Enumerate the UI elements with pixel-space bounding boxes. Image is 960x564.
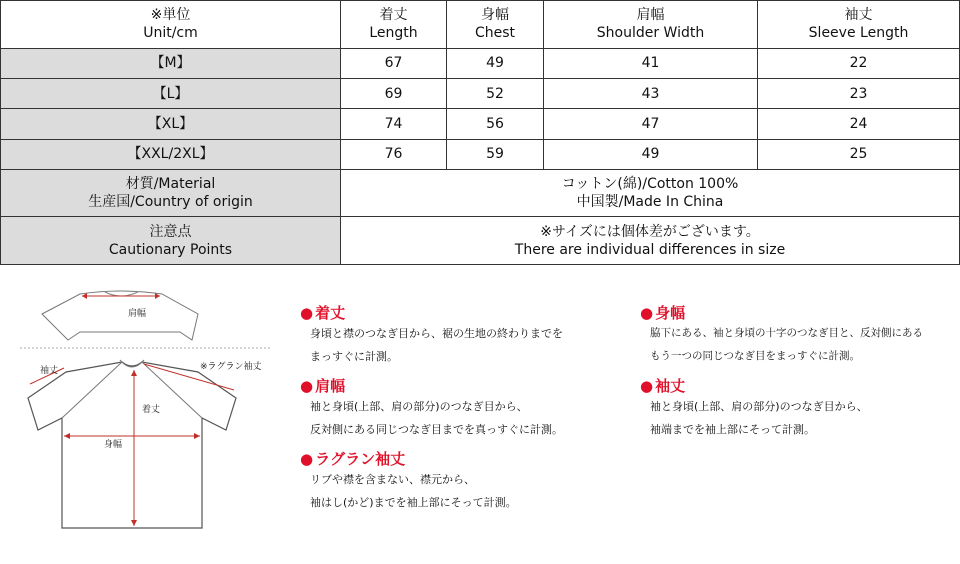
size-table — [0, 0, 960, 265]
length-value: 76 — [341, 139, 447, 169]
bullet-icon: ● — [300, 304, 314, 322]
length-value: 74 — [341, 109, 447, 139]
caution-row — [1, 217, 960, 265]
shoulder-value: 47 — [544, 109, 758, 139]
back-view-outline — [42, 291, 198, 340]
note-length-title: ● 着丈 — [300, 304, 346, 322]
diagram-label-sleeve: 袖丈 — [40, 366, 59, 376]
length-arrow-top — [131, 370, 137, 376]
note-sleeve-body: 袖と身頃(上部、肩の部分)のつなぎ目から、 袖端までを袖上部にそって計測。 — [650, 400, 868, 436]
shoulder-value: 43 — [544, 78, 758, 108]
sleeve-value: 22 — [758, 48, 960, 78]
caution-label: 注意点 Cautionary Points — [1, 217, 341, 265]
table-header-row — [1, 1, 960, 49]
note-length-body: 身頃と襟のつなぎ目から、裾の生地の終わりまでを まっすぐに計測。 — [310, 327, 563, 363]
bullet-icon: ● — [640, 304, 654, 322]
note-length — [300, 304, 563, 368]
table-row — [1, 109, 960, 139]
header-chest: 身幅 Chest — [447, 1, 544, 49]
front-view-outline — [28, 362, 236, 528]
table-row — [1, 48, 960, 78]
diagram-label-raglan: ※ラグラン袖丈 — [200, 362, 262, 372]
chest-value: 56 — [447, 109, 544, 139]
note-chest-body: 脇下にある、袖と身頃の十字のつなぎ目と、反対側にある もう一つの同じつなぎ目をまっすぐに計測。 — [650, 327, 923, 362]
header-sleeve: 袖丈 Sleeve Length — [758, 1, 960, 49]
length-value: 67 — [341, 48, 447, 78]
shoulder-value: 49 — [544, 139, 758, 169]
garment-diagram — [20, 280, 270, 540]
note-chest-title: ● 身幅 — [640, 304, 686, 322]
chest-value: 49 — [447, 48, 544, 78]
header-shoulder: 肩幅 Shoulder Width — [544, 1, 758, 49]
header-length: 着丈 Length — [341, 1, 447, 49]
note-shoulder — [300, 377, 563, 441]
table-row — [1, 78, 960, 108]
note-sleeve — [640, 377, 868, 441]
note-sleeve-title: ● 袖丈 — [640, 377, 686, 395]
note-shoulder-body: 袖と身頃(上部、肩の部分)のつなぎ目から、 反対側にある同じつなぎ目までを真っすぐに計測。 — [310, 400, 563, 436]
note-raglan-title: ● ラグラン袖丈 — [300, 450, 406, 468]
diagram-label-chest: 身幅 — [104, 440, 123, 450]
size-label: 【L】 — [1, 78, 341, 108]
bullet-icon: ● — [640, 377, 654, 395]
note-raglan — [300, 450, 517, 514]
header-unit: ※単位 Unit/cm — [1, 1, 341, 49]
chest-value: 52 — [447, 78, 544, 108]
shoulder-value: 41 — [544, 48, 758, 78]
bullet-icon: ● — [300, 377, 314, 395]
diagram-label-shoulder: 肩幅 — [128, 309, 147, 319]
length-value: 69 — [341, 78, 447, 108]
sleeve-value: 25 — [758, 139, 960, 169]
back-view-collar — [105, 292, 138, 296]
sleeve-value: 24 — [758, 109, 960, 139]
chest-value: 59 — [447, 139, 544, 169]
raglan-seam-left — [62, 362, 122, 418]
table-row — [1, 139, 960, 169]
bullet-icon: ● — [300, 450, 314, 468]
size-label: 【XXL/2XL】 — [1, 139, 341, 169]
chest-arrow-left — [64, 433, 70, 439]
size-label: 【M】 — [1, 48, 341, 78]
note-chest — [640, 304, 923, 368]
length-arrow-bottom — [131, 520, 137, 526]
material-value: コットン(綿)/Cotton 100% 中国製/Made In China — [341, 169, 960, 217]
note-shoulder-title: ● 肩幅 — [300, 377, 346, 395]
chest-arrow-right — [194, 433, 200, 439]
material-label: 材質/Material 生産国/Country of origin — [1, 169, 341, 217]
size-label: 【XL】 — [1, 109, 341, 139]
material-row — [1, 169, 960, 217]
sleeve-value: 23 — [758, 78, 960, 108]
note-raglan-body: リブや襟を含まない、襟元から、 袖はし(かど)までを袖上部にそって計測。 — [310, 473, 517, 509]
diagram-label-length: 着丈 — [142, 405, 161, 415]
caution-value: ※サイズには個体差がございます。 There are individual differences in size — [341, 217, 960, 265]
